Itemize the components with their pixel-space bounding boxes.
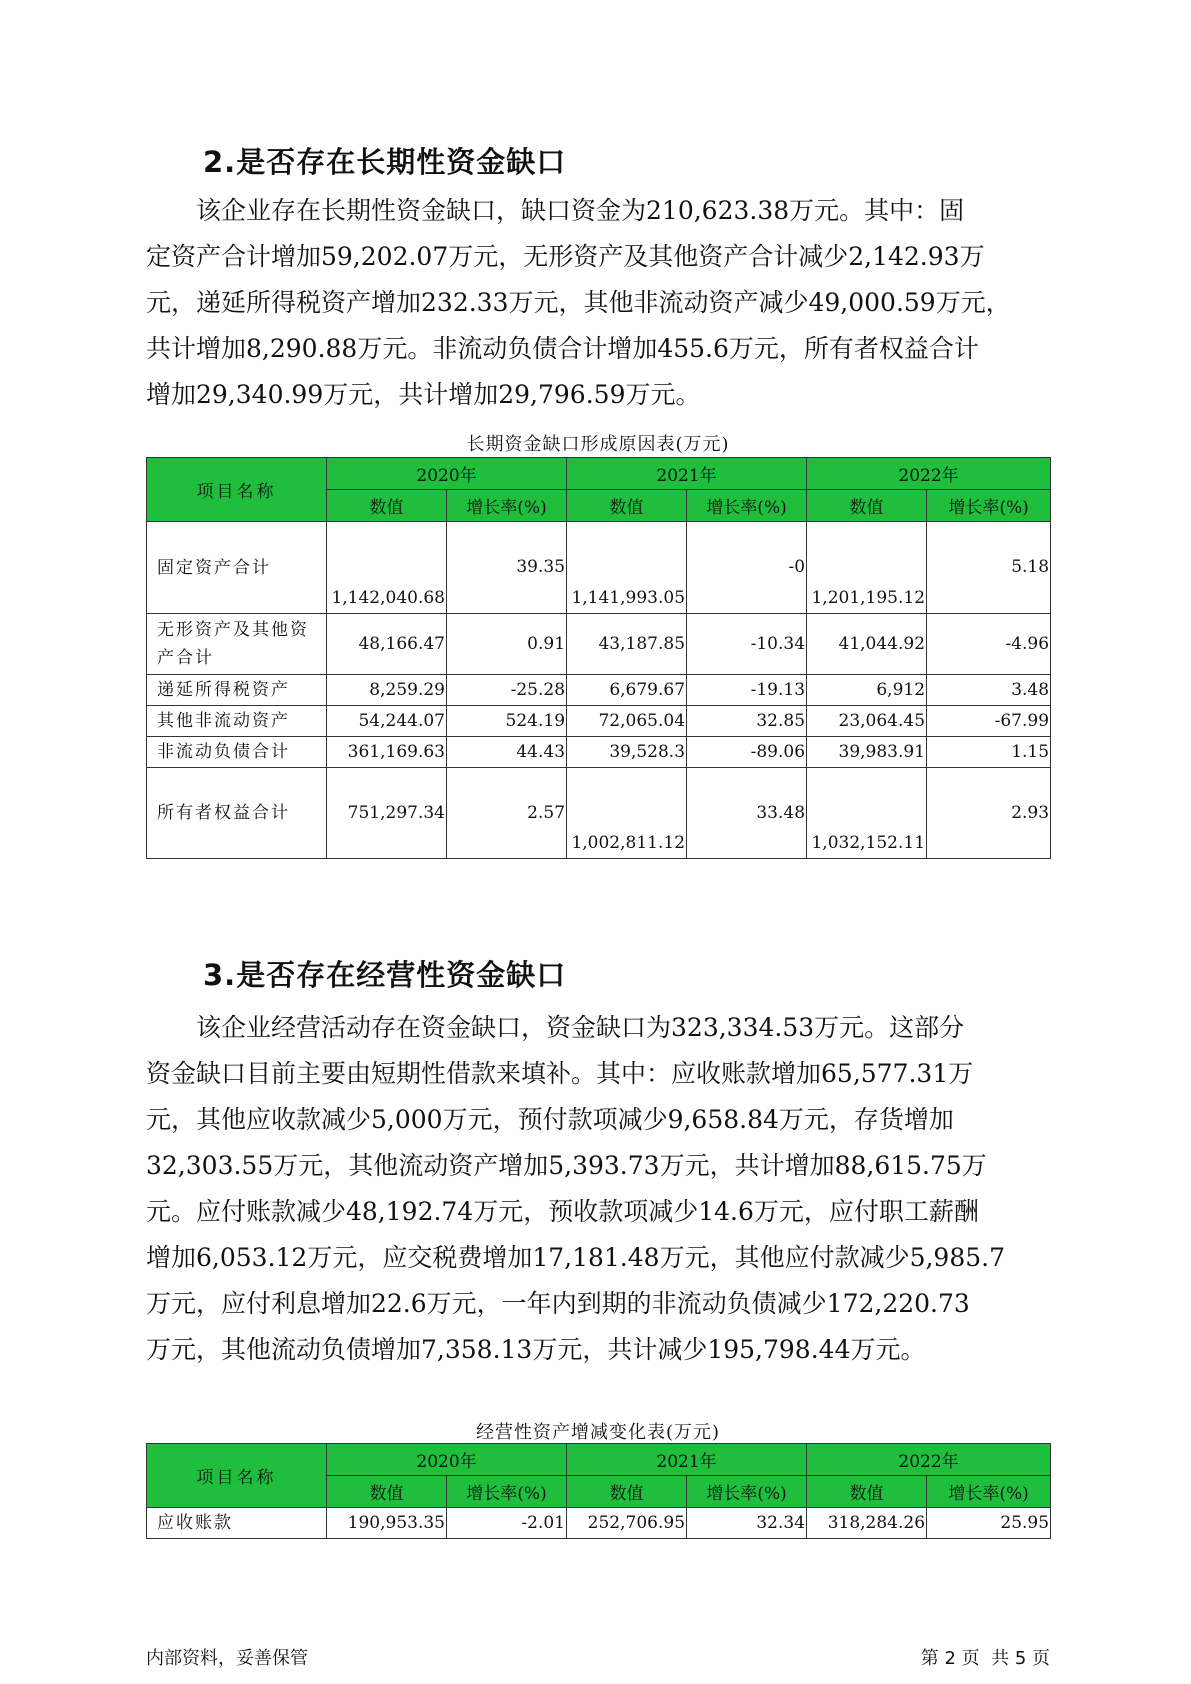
footer-confidential-note: 内部资料，妥善保管 xyxy=(146,1648,308,1669)
cell-value: 190,953.35 xyxy=(327,1508,447,1539)
cell-growth: 5.18 xyxy=(927,522,1051,614)
cell-value: 1,141,993.05 xyxy=(567,522,687,614)
table-row xyxy=(147,706,1051,737)
paragraph-line: 定资产合计增加59,202.07万元，无形资产及其他资产合计减少2,142.93万 xyxy=(146,242,985,271)
cell-value: 6,912 xyxy=(807,675,927,706)
header-value: 数值 xyxy=(327,490,447,522)
row-name: 递延所得税资产 xyxy=(147,675,327,706)
cell-value: 6,679.67 xyxy=(567,675,687,706)
cell-growth: -4.96 xyxy=(927,614,1051,675)
long-term-gap-table xyxy=(146,457,1051,859)
header-growth: 增长率(%) xyxy=(927,1476,1051,1508)
cell-growth: 25.95 xyxy=(927,1508,1051,1539)
cell-value: 39,528.3 xyxy=(567,737,687,768)
cell-value: 48,166.47 xyxy=(327,614,447,675)
row-name: 固定资产合计 xyxy=(147,522,327,614)
header-value: 数值 xyxy=(807,1476,927,1508)
table-row xyxy=(147,614,1051,675)
cell-growth: 33.48 xyxy=(687,768,807,859)
cell-growth: 39.35 xyxy=(447,522,567,614)
section-2-heading: 2.是否存在长期性资金缺口 xyxy=(203,145,567,179)
cell-growth: 32.34 xyxy=(687,1508,807,1539)
header-value: 数值 xyxy=(807,490,927,522)
header-growth: 增长率(%) xyxy=(687,1476,807,1508)
cell-value: 1,201,195.12 xyxy=(807,522,927,614)
paragraph-line: 共计增加8,290.88万元。非流动负债合计增加455.6万元，所有者权益合计 xyxy=(146,334,979,363)
table-caption: 经营性资产增减变化表(万元) xyxy=(475,1422,721,1443)
paragraph-line: 元，其他应收款减少5,000万元，预付款项减少9,658.84万元，存货增加 xyxy=(146,1105,954,1134)
header-year: 2022年 xyxy=(807,458,1051,490)
cell-value: 43,187.85 xyxy=(567,614,687,675)
cell-value: 252,706.95 xyxy=(567,1508,687,1539)
cell-value: 318,284.26 xyxy=(807,1508,927,1539)
row-name: 其他非流动资产 xyxy=(147,706,327,737)
cell-growth: 32.85 xyxy=(687,706,807,737)
cell-growth: -25.28 xyxy=(447,675,567,706)
paragraph-line: 该企业经营活动存在资金缺口，资金缺口为323,334.53万元。这部分 xyxy=(196,1013,965,1042)
cell-growth: -0 xyxy=(687,522,807,614)
cell-value: 23,064.45 xyxy=(807,706,927,737)
cell-growth: -19.13 xyxy=(687,675,807,706)
table-row xyxy=(147,675,1051,706)
paragraph-line: 增加29,340.99万元，共计增加29,796.59万元。 xyxy=(146,380,701,409)
header-year: 2022年 xyxy=(807,1444,1051,1476)
table-caption: 长期资金缺口形成原因表(万元) xyxy=(466,434,730,455)
cell-value: 54,244.07 xyxy=(327,706,447,737)
header-year: 2021年 xyxy=(567,1444,807,1476)
paragraph-line: 元。应付账款减少48,192.74万元，预收款项减少14.6万元，应付职工薪酬 xyxy=(146,1197,979,1226)
cell-value: 72,065.04 xyxy=(567,706,687,737)
cell-growth: 44.43 xyxy=(447,737,567,768)
cell-growth: -67.99 xyxy=(927,706,1051,737)
table-row xyxy=(147,522,1051,614)
paragraph-line: 32,303.55万元，其他流动资产增加5,393.73万元，共计增加88,615.75万 xyxy=(146,1151,987,1180)
section-3-paragraph xyxy=(146,1005,1046,1373)
paragraph-line: 万元，其他流动负债增加7,358.13万元，共计减少195,798.44万元。 xyxy=(146,1335,926,1364)
row-name: 所有者权益合计 xyxy=(147,768,327,859)
cell-value: 1,142,040.68 xyxy=(327,522,447,614)
cell-value: 1,032,152.11 xyxy=(807,768,927,859)
cell-growth: -89.06 xyxy=(687,737,807,768)
paragraph-line: 增加6,053.12万元，应交税费增加17,181.48万元，其他应付款减少5,985.7 xyxy=(146,1243,1005,1272)
cell-growth: -2.01 xyxy=(447,1508,567,1539)
row-name: 应收账款 xyxy=(147,1508,327,1539)
paragraph-line: 该企业存在长期性资金缺口，缺口资金为210,623.38万元。其中：固 xyxy=(196,196,965,225)
header-growth: 增长率(%) xyxy=(927,490,1051,522)
section-3-heading: 3.是否存在经营性资金缺口 xyxy=(203,958,567,992)
cell-value: 8,259.29 xyxy=(327,675,447,706)
row-name: 非流动负债合计 xyxy=(147,737,327,768)
cell-value: 361,169.63 xyxy=(327,737,447,768)
cell-growth: 2.93 xyxy=(927,768,1051,859)
row-name: 无形资产及其他资产合计 xyxy=(147,614,327,675)
table-row xyxy=(147,737,1051,768)
cell-growth: 1.15 xyxy=(927,737,1051,768)
paragraph-line: 万元，应付利息增加22.6万元，一年内到期的非流动负债减少172,220.73 xyxy=(146,1289,970,1318)
cell-value: 39,983.91 xyxy=(807,737,927,768)
header-year: 2020年 xyxy=(327,1444,567,1476)
footer-page-number: 第 2 页 共 5 页 xyxy=(920,1648,1050,1669)
header-item-name: 项目名称 xyxy=(147,1444,327,1508)
cell-growth: 2.57 xyxy=(447,768,567,859)
header-value: 数值 xyxy=(327,1476,447,1508)
table-row xyxy=(147,1508,1051,1539)
cell-value: 1,002,811.12 xyxy=(567,768,687,859)
operating-assets-table xyxy=(146,1443,1051,1539)
cell-growth: 0.91 xyxy=(447,614,567,675)
paragraph-line: 元，递延所得税资产增加232.33万元，其他非流动资产减少49,000.59万元， xyxy=(146,288,1011,317)
header-item-name: 项目名称 xyxy=(147,458,327,522)
cell-value: 751,297.34 xyxy=(327,768,447,859)
cell-value: 41,044.92 xyxy=(807,614,927,675)
cell-growth: 524.19 xyxy=(447,706,567,737)
header-year: 2020年 xyxy=(327,458,567,490)
header-value: 数值 xyxy=(567,490,687,522)
header-year: 2021年 xyxy=(567,458,807,490)
cell-growth: 3.48 xyxy=(927,675,1051,706)
header-value: 数值 xyxy=(567,1476,687,1508)
cell-growth: -10.34 xyxy=(687,614,807,675)
header-growth: 增长率(%) xyxy=(447,490,567,522)
table-row xyxy=(147,768,1051,859)
header-growth: 增长率(%) xyxy=(687,490,807,522)
header-growth: 增长率(%) xyxy=(447,1476,567,1508)
paragraph-line: 资金缺口目前主要由短期性借款来填补。其中：应收账款增加65,577.31万 xyxy=(146,1059,974,1088)
section-2-paragraph xyxy=(146,188,1046,418)
